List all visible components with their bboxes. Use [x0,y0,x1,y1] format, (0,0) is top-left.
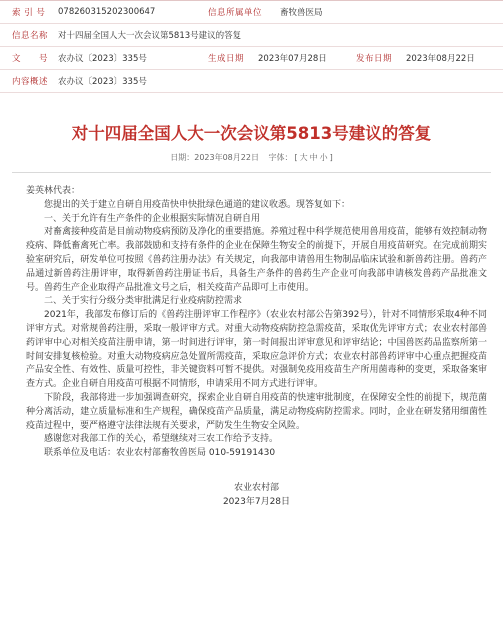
contact-info: 联系单位及电话：农业农村部畜牧兽医局 010-59191430 [44,448,276,459]
info-title-label: 信息名称 [12,31,49,41]
metadata-row-docno [0,47,503,70]
paragraph-section-2: 2021年，我部发布修订后的《兽药注册评审工作程序》（农业农村部公告第392号），针对不同情形采取4种不同评审方式。对常规兽药注册，采取一般评审方式。对重大动物疫病防控急需疫苗，采取优先评审方式；农业农村部兽药评审中心对相关疫苗注册申请，第一时间进行评审，第一时间报出评审意见和评审结论；中国兽医药品监察所第一时间安排复核检验。对重大动物疫病应急处置所需疫苗，采取应急评价方式；农业农村部兽药评审中心重点把握疫苗产品安全性、有效性、质量可控性，非关键资料可暂不提供。对强制免疫用疫苗生产所用菌毒种的变更，采取备案审查方式。企业自研自用疫苗可根据不同情形，申请采用不同方式进行评审。 [26,310,487,390]
metadata-row-index [0,1,503,24]
section-heading-1: 一、关于允许有生产条件的企业根据实际情况自研自用 [44,213,261,224]
published-date-label: 发布日期 [356,54,393,64]
salutation: 姜英林代表： [26,186,81,196]
signature-date: 2023年7月28日 [222,496,291,507]
metadata-table [0,0,503,93]
article-info-line: 日期：2023年08月22日 字体： [ 大 中 小 ] [170,153,333,162]
font-size-label: 字体： [268,153,293,162]
summary-value: 农办议〔2023〕335号 [58,77,147,87]
article-title: 对十四届全国人大一次会议第5813号建议的答复 [71,124,432,143]
docno-label: 文 号 [12,54,49,64]
signature-org: 农业农村部 [233,482,279,493]
metadata-row-summary [0,70,503,93]
docno-value: 农办议〔2023〕335号 [58,54,147,64]
summary-label: 内容概述 [12,77,49,87]
index-label: 索 引 号 [12,8,46,18]
section-heading-2: 二、关于实行分级分类审批满足行业疫病防控需求 [44,296,243,307]
paragraph-thanks: 感谢您对我部工作的关心，希望继续对三农工作给予支持。 [44,434,279,445]
org-value: 畜牧兽医局 [280,8,323,18]
article-body [0,173,503,509]
org-label: 信息所属单位 [208,8,263,18]
metadata-row-title [0,24,503,47]
created-date-label: 生成日期 [208,54,245,64]
paragraph-next-steps: 下阶段，我部将进一步加强调查研究，探索企业自研自用疫苗的快速审批制度，在保障安全性的前提下，规范菌种分离活动，建立质量标准和生产规程，确保疫苗产品质量，满足动物疫病防控需求。同时，企业在研发猪用细菌性疫苗过程中，要严格遵守法律法规有关要求，严防发生生物安全风险。 [26,392,487,431]
info-title-value: 对十四届全国人大一次会议第5813号建议的答复 [58,31,242,41]
font-size-small-link[interactable]: 小 [319,153,328,162]
font-size-large-link[interactable]: 大 [299,153,308,162]
article-date: 日期：2023年08月22日 [170,153,259,162]
index-value: 078260315202300647 [58,7,156,17]
created-date-value: 2023年07月28日 [258,54,327,64]
font-size-medium-link[interactable]: 中 [309,153,318,162]
paragraph-section-1: 对畜禽接种疫苗是目前动物疫病预防及净化的重要措施。养殖过程中科学规范使用兽用疫苗，能够有效控制动物疫病、降低畜禽死亡率。我部鼓励和支持有条件的企业在保障生物安全的前提下，开展自用疫苗研究。在完成前期实验室研究后，研发单位可按照《兽药注册办法》有关规定，向我部申请兽用生物制品临床试验和新兽药注册。兽药产品通过新兽药注册评审，取得新兽药注册证书后，具备生产条件的兽药生产企业可向我部申请核发兽药产品批准文号。兽药生产企业取得产品批准文号之后，相关疫苗产品即可上市使用。 [26,227,487,293]
paragraph-intro: 您提出的关于建立自研自用疫苗快申快批绿色通道的建议收悉。现答复如下： [44,199,351,210]
published-date-value: 2023年08月22日 [406,54,475,64]
signature-block [26,481,487,509]
